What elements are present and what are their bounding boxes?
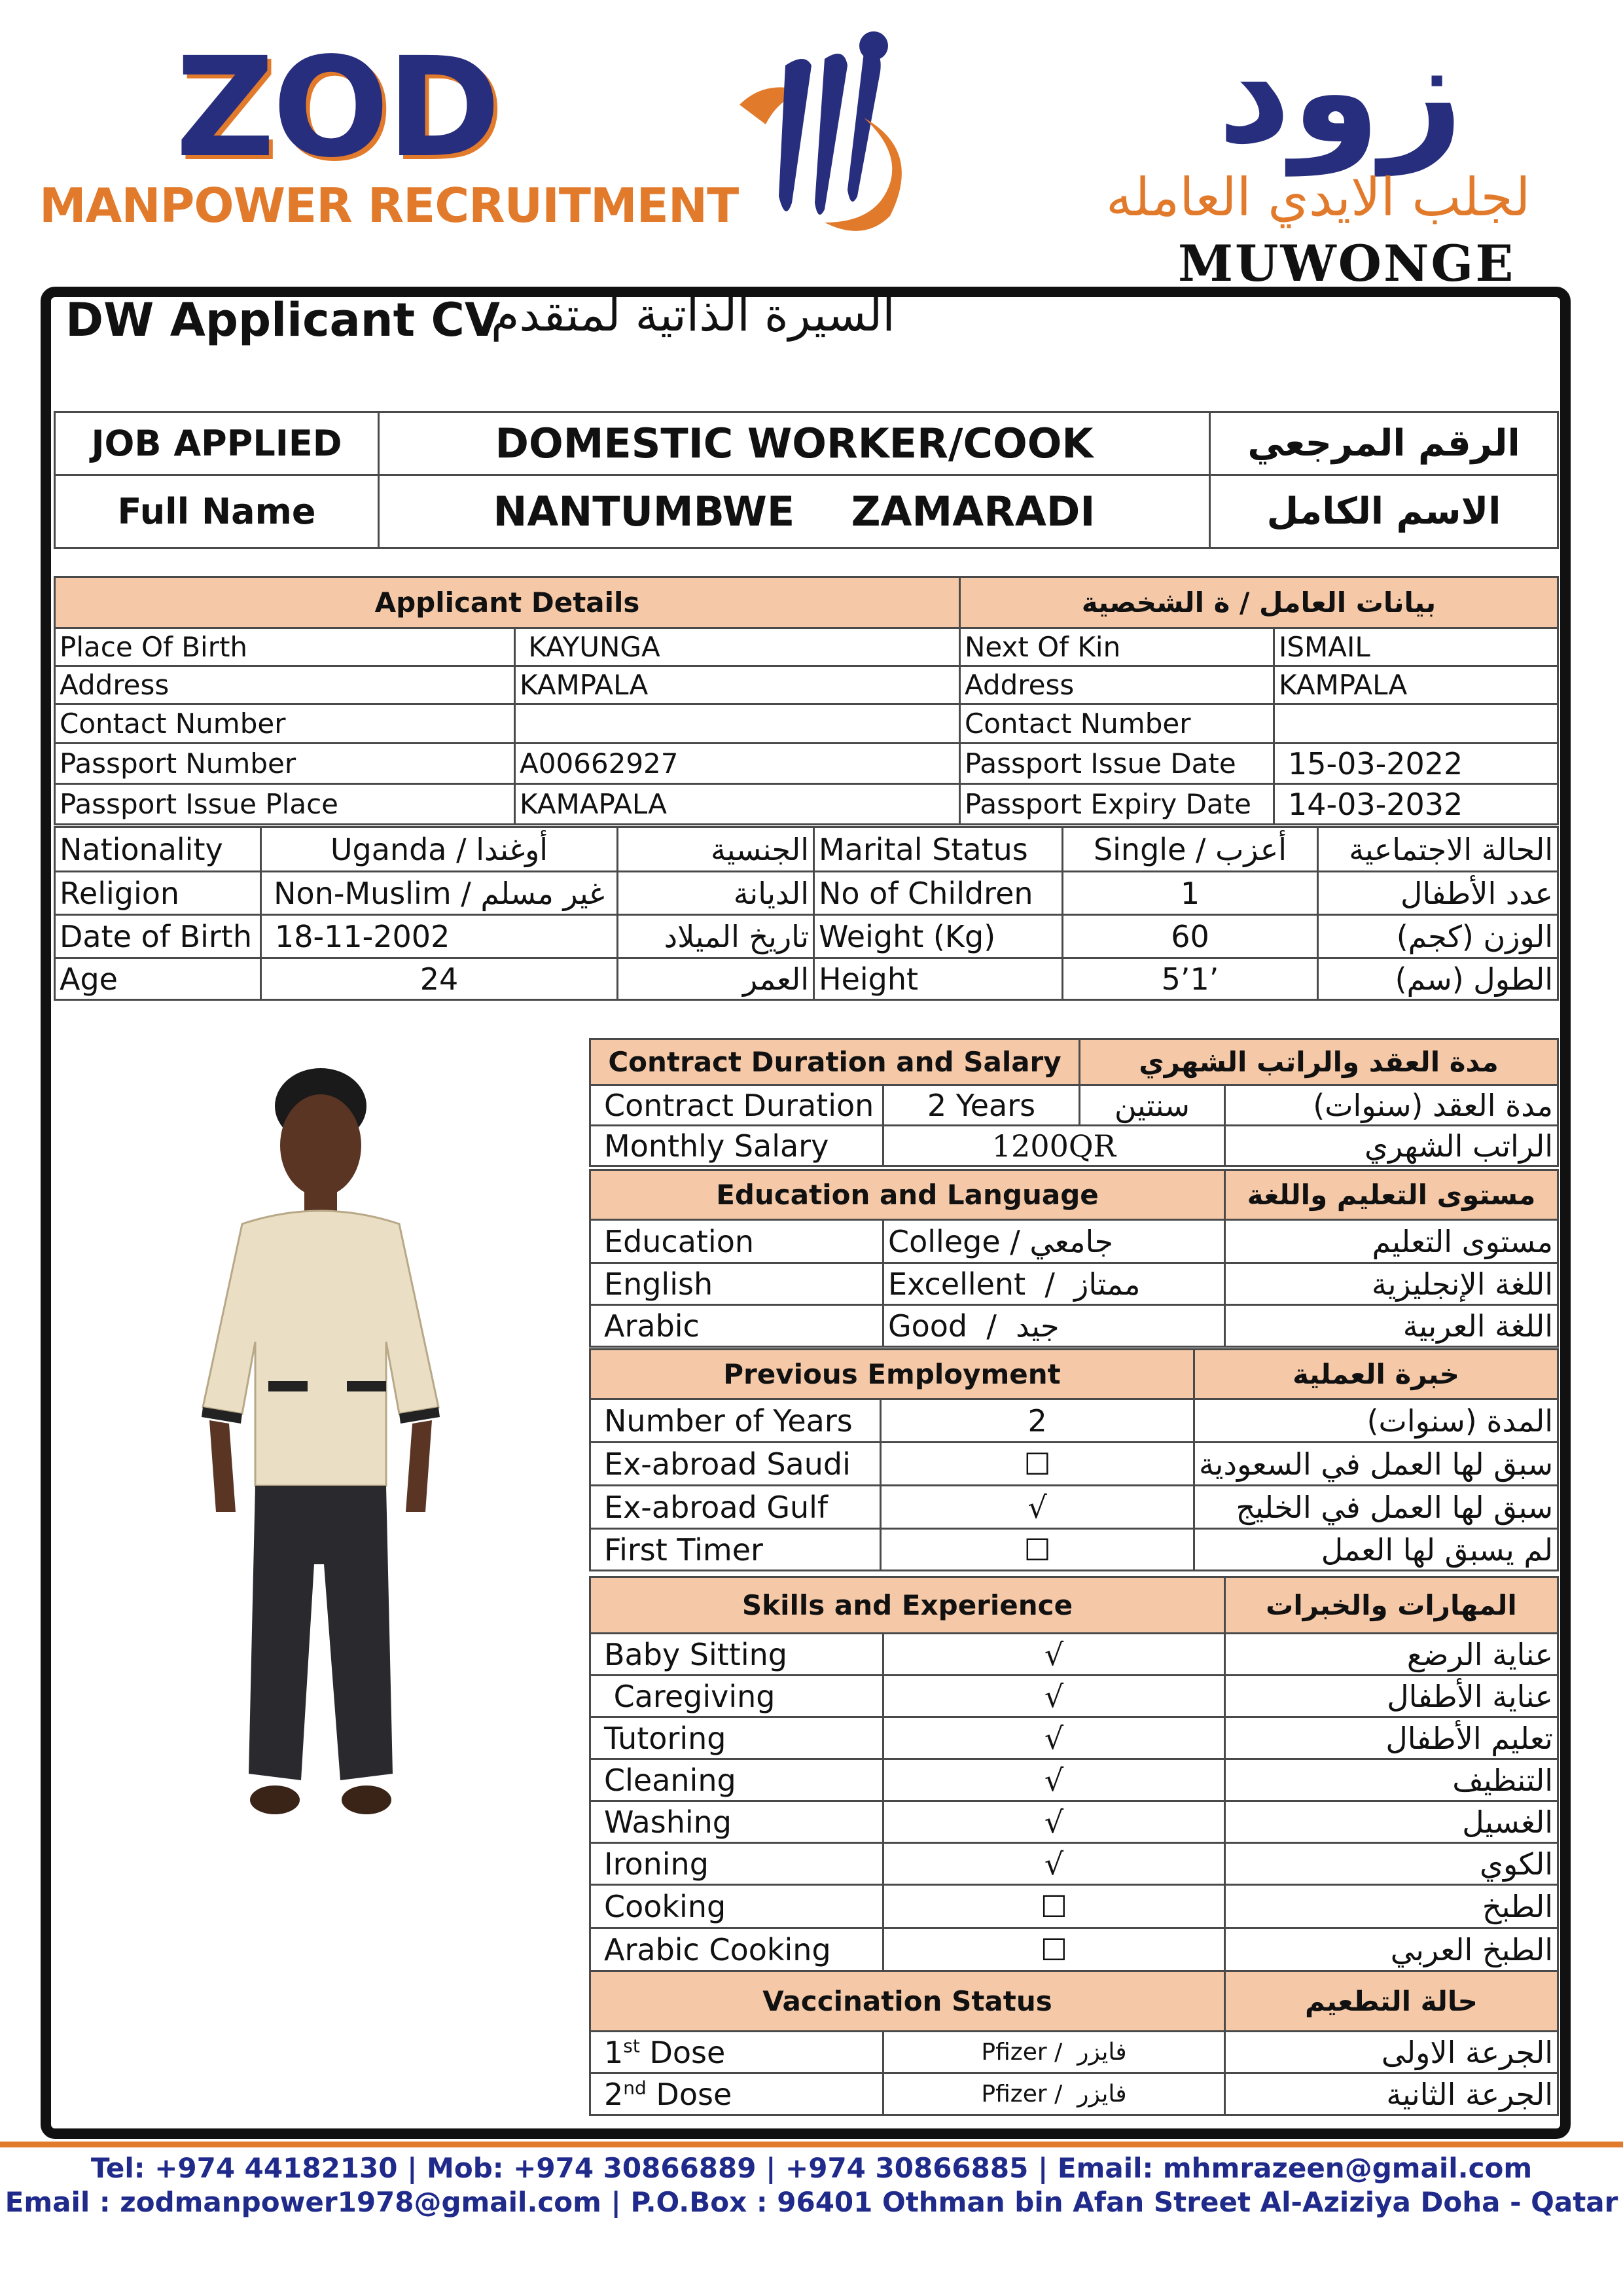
job-applied-value: DOMESTIC WORKER/COOK <box>379 412 1210 475</box>
address-label: Address <box>55 666 515 704</box>
english-label: English <box>590 1263 883 1305</box>
arabic-label-arabic: اللغة العربية <box>1225 1305 1558 1347</box>
years-value: 2 <box>881 1399 1194 1443</box>
skill-cleaning-label: Cleaning <box>590 1759 883 1801</box>
job-applied-label-arabic: الرقم المرجعي <box>1210 412 1558 475</box>
skill-ironing-arabic: الكوي <box>1225 1843 1558 1885</box>
table-row <box>590 1486 1558 1529</box>
children-value: 1 <box>1063 872 1318 915</box>
place-of-birth-value: KAYUNGA <box>514 628 959 666</box>
skills-header-arabic: المهارات والخبرات <box>1225 1577 1558 1634</box>
dose1-label-arabic: الجرعة الاولى <box>1225 2032 1558 2073</box>
age-label: Age <box>55 958 261 1000</box>
nationality-label-arabic: الجنسية <box>618 827 814 872</box>
age-label-arabic: العمر <box>618 958 814 1000</box>
passport-issue-place-label: Passport Issue Place <box>55 784 515 825</box>
table-row <box>55 872 1558 915</box>
table-row <box>55 704 1558 744</box>
table-row <box>590 1085 1558 1126</box>
skill-baby-sitting-check: √ <box>883 1634 1225 1676</box>
years-label-arabic: المدة (سنوات) <box>1194 1399 1558 1443</box>
skill-cooking-checkbox: ☐ <box>883 1885 1225 1928</box>
table-row <box>590 1928 1558 1971</box>
date-of-birth-label: Date of Birth <box>55 915 261 958</box>
job-applied-label: JOB APPLIED <box>55 412 379 475</box>
contract-duration-label: Contract Duration <box>590 1085 883 1126</box>
passport-issue-date-label: Passport Issue Date <box>959 744 1274 784</box>
passport-number-label: Passport Number <box>55 744 515 784</box>
skill-washing-arabic: الغسيل <box>1225 1801 1558 1843</box>
ex-saudi-label-arabic: سبق لها العمل في السعودية <box>1194 1443 1558 1486</box>
brand-logo-text: ZOD <box>175 27 499 188</box>
passport-number-value: A00662927 <box>514 744 959 784</box>
table-row <box>55 744 1558 784</box>
weight-label: Weight (Kg) <box>814 915 1063 958</box>
contact-number-label: Contact Number <box>55 704 515 744</box>
kin-contact-number-value <box>1274 704 1558 744</box>
contract-duration-value-arabic: سنتين <box>1080 1085 1225 1126</box>
vaccination-header-arabic: حالة التطعيم <box>1225 1971 1558 2032</box>
table-row <box>590 1885 1558 1928</box>
children-label-arabic: عدد الأطفال <box>1318 872 1558 915</box>
footer-divider <box>0 2142 1623 2147</box>
cv-title: DW Applicant CV <box>65 293 501 347</box>
skill-tutoring-arabic: تعليم الأطفال <box>1225 1717 1558 1759</box>
religion-label: Religion <box>55 872 261 915</box>
table-row <box>590 1634 1558 1676</box>
table-row <box>590 1126 1558 1166</box>
kin-address-label: Address <box>959 666 1274 704</box>
skill-arabic-cooking-checkbox: ☐ <box>883 1928 1225 1971</box>
marital-status-value: Single / أعزب <box>1063 827 1318 872</box>
skill-cooking-arabic: الطبخ <box>1225 1885 1558 1928</box>
marital-status-label: Marital Status <box>814 827 1063 872</box>
monthly-salary-label-arabic: الراتب الشهري <box>1225 1126 1558 1166</box>
english-label-arabic: اللغة الإنجليزية <box>1225 1263 1558 1305</box>
height-label: Height <box>814 958 1063 1000</box>
table-row <box>55 784 1558 825</box>
dose2-value: Pfizer / فايزر <box>883 2073 1225 2115</box>
full-name-value: NANTUMBWE ZAMARADI <box>379 475 1210 548</box>
next-of-kin-value: ISMAIL <box>1274 628 1558 666</box>
weight-label-arabic: الوزن (كجم) <box>1318 915 1558 958</box>
monthly-salary-value: 1200QR <box>883 1126 1225 1166</box>
ex-saudi-checkbox: ☐ <box>881 1443 1194 1486</box>
first-timer-label: First Timer <box>590 1529 881 1571</box>
skill-washing-label: Washing <box>590 1801 883 1843</box>
passport-issue-date-value: 15-03-2022 <box>1274 744 1558 784</box>
table-row <box>590 1220 1558 1263</box>
ex-saudi-label: Ex-abroad Saudi <box>590 1443 881 1486</box>
skill-arabic-cooking-arabic: الطبخ العربي <box>1225 1928 1558 1971</box>
contract-duration-label-arabic: مدة العقد (سنوات) <box>1225 1085 1558 1126</box>
contact-number-value <box>514 704 959 744</box>
education-header-arabic: مستوى التعليم واللغة <box>1225 1170 1558 1220</box>
nationality-label: Nationality <box>55 827 261 872</box>
next-of-kin-label: Next Of Kin <box>959 628 1274 666</box>
contract-duration-value: 2 Years <box>883 1085 1080 1126</box>
applicant-details-header: Applicant Details <box>55 577 960 628</box>
personal-info-table <box>54 826 1559 1001</box>
skill-ironing-label: Ironing <box>590 1843 883 1885</box>
skill-ironing-check: √ <box>883 1843 1225 1885</box>
skill-washing-check: √ <box>883 1801 1225 1843</box>
skill-tutoring-check: √ <box>883 1717 1225 1759</box>
brand-emblem-icon <box>726 26 923 249</box>
place-of-birth-label: Place Of Birth <box>55 628 515 666</box>
dose2-label: 2nd Dose <box>590 2073 883 2115</box>
first-timer-checkbox: ☐ <box>881 1529 1194 1571</box>
table-row <box>590 1759 1558 1801</box>
employment-header-arabic: خبرة العملية <box>1194 1350 1558 1399</box>
cv-title-arabic: السيرة الذاتية لمتقدم <box>491 288 895 342</box>
skill-caregiving-check: √ <box>883 1676 1225 1717</box>
employment-header: Previous Employment <box>590 1350 1194 1399</box>
dose1-value: Pfizer / فايزر <box>883 2032 1225 2073</box>
table-row <box>590 1399 1558 1443</box>
table-row <box>590 1305 1558 1347</box>
employment-table <box>589 1348 1559 1571</box>
table-row <box>590 1801 1558 1843</box>
vaccination-table <box>589 1970 1559 2116</box>
agent-name: MUWONGE <box>1178 234 1516 293</box>
ex-gulf-checkbox: √ <box>881 1486 1194 1529</box>
education-label: Education <box>590 1220 883 1263</box>
table-row <box>590 1717 1558 1759</box>
children-label: No of Children <box>814 872 1063 915</box>
table-row <box>55 958 1558 1000</box>
education-label-arabic: مستوى التعليم <box>1225 1220 1558 1263</box>
brand-logo-arabic: زود <box>1217 8 1464 175</box>
skill-arabic-cooking-label: Arabic Cooking <box>590 1928 883 1971</box>
skills-header: Skills and Experience <box>590 1577 1225 1634</box>
table-row <box>590 2073 1558 2115</box>
skill-cooking-label: Cooking <box>590 1885 883 1928</box>
age-value: 24 <box>261 958 618 1000</box>
religion-value: Non-Muslim / غير مسلم <box>261 872 618 915</box>
english-value: Excellent / ممتاز <box>883 1263 1225 1305</box>
skill-cleaning-check: √ <box>883 1759 1225 1801</box>
table-row <box>55 827 1558 872</box>
dose1-label: 1st Dose <box>590 2032 883 2073</box>
weight-value: 60 <box>1063 915 1318 958</box>
table-row <box>55 666 1558 704</box>
date-of-birth-label-arabic: تاريخ الميلاد <box>618 915 814 958</box>
kin-address-value: KAMPALA <box>1274 666 1558 704</box>
contract-header: Contract Duration and Salary <box>590 1039 1080 1085</box>
date-of-birth-value: 18-11-2002 <box>261 915 618 958</box>
brand-subtitle-arabic: لجلب الايدي العامله <box>1106 167 1531 228</box>
job-name-table <box>54 411 1559 549</box>
arabic-label: Arabic <box>590 1305 883 1347</box>
passport-issue-place-value: KAMAPALA <box>514 784 959 825</box>
contract-table <box>589 1038 1559 1167</box>
skill-tutoring-label: Tutoring <box>590 1717 883 1759</box>
full-name-label: Full Name <box>55 475 379 548</box>
education-value: College / جامعي <box>883 1220 1225 1263</box>
brand-subtitle: MANPOWER RECRUITMENT <box>39 178 739 233</box>
skill-caregiving-label: Caregiving <box>590 1676 883 1717</box>
education-header: Education and Language <box>590 1170 1225 1220</box>
skill-caregiving-arabic: عناية الأطفال <box>1225 1676 1558 1717</box>
height-label-arabic: الطول (سم) <box>1318 958 1558 1000</box>
applicant-details-header-arabic: بيانات العامل / ة الشخصية <box>959 577 1558 628</box>
contract-header-arabic: مدة العقد والراتب الشهري <box>1080 1039 1558 1085</box>
passport-expiry-date-label: Passport Expiry Date <box>959 784 1274 825</box>
education-table <box>589 1169 1559 1348</box>
table-row <box>590 1529 1558 1571</box>
applicant-details-table <box>54 576 1559 825</box>
vaccination-header: Vaccination Status <box>590 1971 1225 2032</box>
religion-label-arabic: الديانة <box>618 872 814 915</box>
skill-cleaning-arabic: التنظيف <box>1225 1759 1558 1801</box>
kin-contact-number-label: Contact Number <box>959 704 1274 744</box>
passport-expiry-date-value: 14-03-2032 <box>1274 784 1558 825</box>
first-timer-label-arabic: لم يسبق لها العمل <box>1194 1529 1558 1571</box>
table-row <box>55 628 1558 666</box>
arabic-value: Good / جيد <box>883 1305 1225 1347</box>
address-value: KAMPALA <box>514 666 959 704</box>
table-row <box>590 1676 1558 1717</box>
table-row <box>590 1443 1558 1486</box>
applicant-photo <box>190 1067 452 1852</box>
table-row <box>55 915 1558 958</box>
monthly-salary-label: Monthly Salary <box>590 1126 883 1166</box>
footer-contact-line: Tel: +974 44182130 | Mob: +974 30866889 | +974 30866885 | Email: mhmrazeen@gmail.com <box>90 2152 1533 2184</box>
nationality-value: Uganda / أوغندا <box>261 827 618 872</box>
skill-baby-sitting-label: Baby Sitting <box>590 1634 883 1676</box>
skills-table <box>589 1576 1559 1972</box>
dose2-label-arabic: الجرعة الثانية <box>1225 2073 1558 2115</box>
skill-baby-sitting-arabic: عناية الرضع <box>1225 1634 1558 1676</box>
ex-gulf-label: Ex-abroad Gulf <box>590 1486 881 1529</box>
footer-address-line: Email : zodmanpower1978@gmail.com | P.O.Box : 96401 Othman bin Afan Street Al-Aziziya Doha - Qatar <box>5 2186 1618 2218</box>
marital-status-label-arabic: الحالة الاجتماعية <box>1318 827 1558 872</box>
full-name-label-arabic: الاسم الكامل <box>1210 475 1558 548</box>
years-label: Number of Years <box>590 1399 881 1443</box>
ex-gulf-label-arabic: سبق لها العمل في الخليج <box>1194 1486 1558 1529</box>
table-row <box>590 1843 1558 1885</box>
table-row <box>590 1263 1558 1305</box>
table-row <box>590 2032 1558 2073</box>
height-value: 5’1’ <box>1063 958 1318 1000</box>
